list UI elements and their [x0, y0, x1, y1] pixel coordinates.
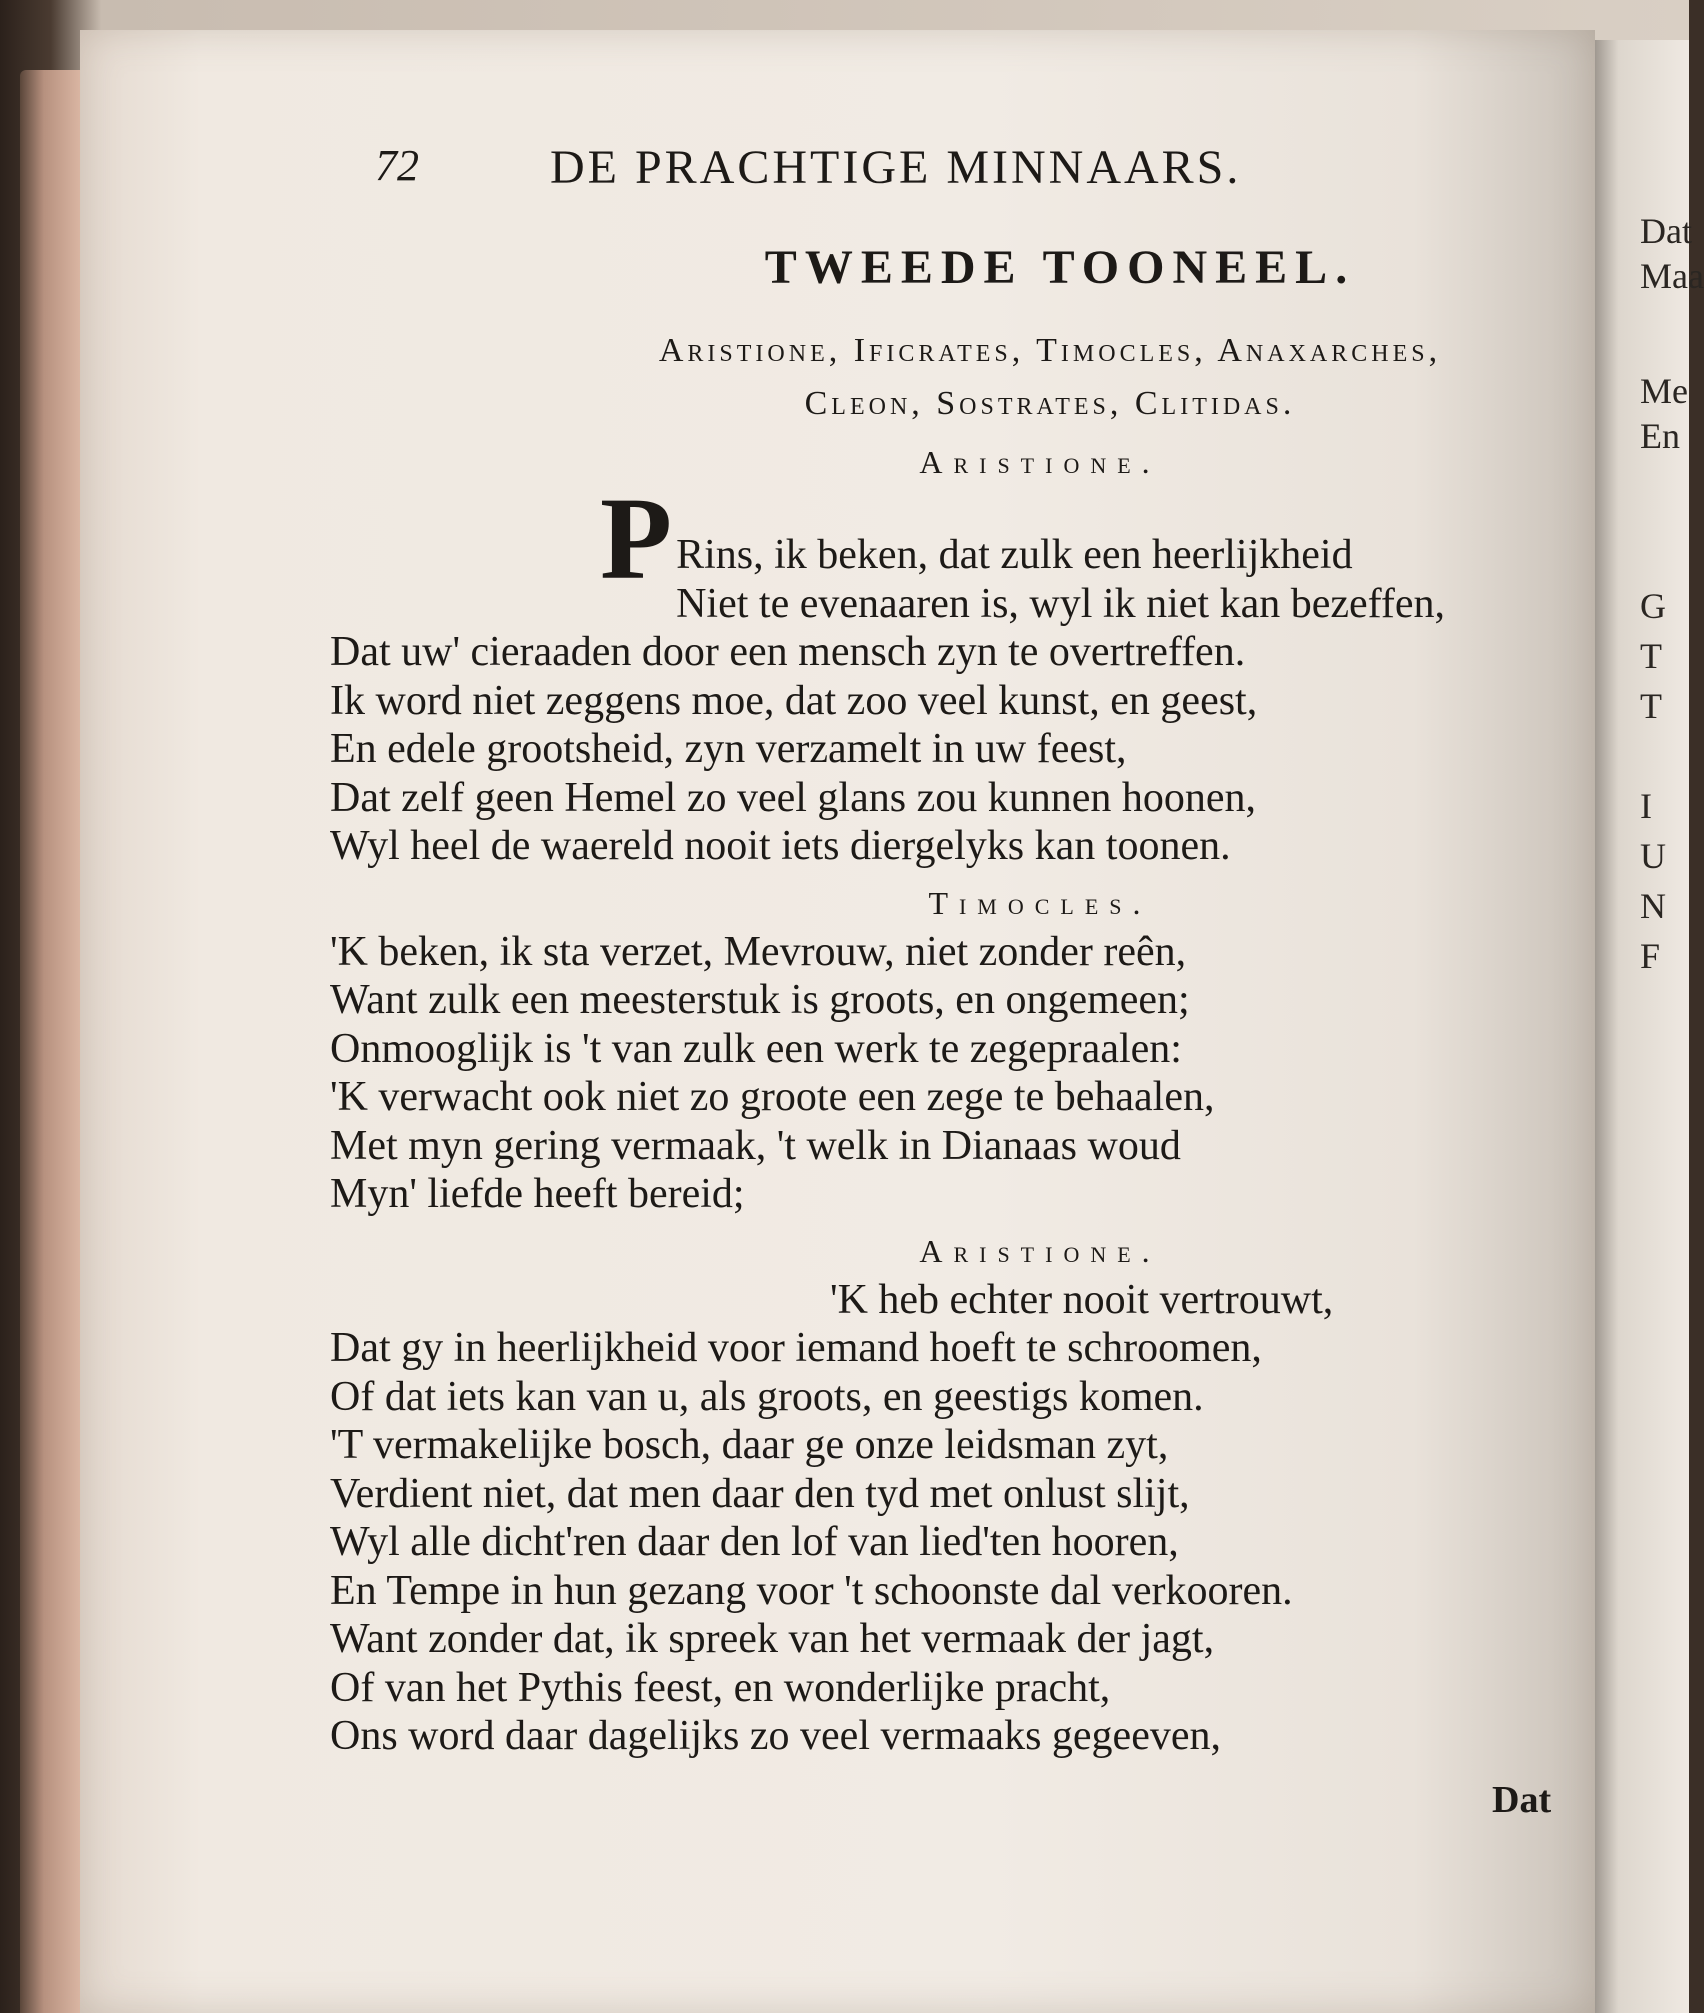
verse-line: Want zonder dat, ik spreek van het vermaak der jagt, [330, 1616, 1215, 1663]
drop-cap: P [600, 473, 673, 605]
cast-line: Cleon, Sostrates, Clitidas. [804, 384, 1296, 422]
verse-line: 'K verwacht ook niet zo groote een zege te behaalen, [330, 1074, 1215, 1121]
next-page-fragment: U [1640, 836, 1666, 876]
running-title: DE PRACHTIGE MINNAARS. [550, 141, 1242, 194]
next-page-fragment: T [1640, 636, 1662, 676]
speech [330, 1276, 1570, 1761]
speaker-name: Timocles. [928, 884, 1152, 921]
next-page-fragment: G [1640, 586, 1666, 626]
verse-line: Myn' liefde heeft bereid; [330, 1171, 745, 1218]
speech [330, 473, 1570, 871]
page-text-block [330, 130, 1570, 1761]
speaker-name: Aristione. [919, 444, 1161, 481]
next-page-fragment: T [1640, 686, 1662, 726]
next-page-fragment: Me [1640, 371, 1688, 411]
book-page-edges [20, 70, 80, 2013]
page-number: 72 [375, 141, 419, 190]
next-page-fragment: F [1640, 936, 1661, 976]
verse-line: Want zulk een meesterstuk is groots, en ongemeen; [330, 977, 1190, 1024]
next-page-fragment: I [1640, 786, 1652, 826]
verse-line: Of dat iets kan van u, als groots, en geestigs komen. [330, 1373, 1204, 1420]
scene-title: TWEEDE TOONEEL. [764, 241, 1356, 294]
verse-line: Met myn gering vermaak, 't welk in Dianaas woud [330, 1122, 1181, 1169]
verse-line: Onmooglijk is 't van zulk een werk te zegepraalen: [330, 1025, 1182, 1072]
cast-line: Aristione, Ificrates, Timocles, Anaxarches, [658, 332, 1442, 369]
book-page-right-sliver [1595, 40, 1704, 2013]
next-page-fragment: En [1640, 416, 1680, 456]
verse-line: Verdient niet, dat men daar den tyd met onlust slijt, [330, 1470, 1190, 1517]
verse-line: Dat gy in heerlijkheid voor iemand hoeft te schroomen, [330, 1325, 1262, 1372]
verse-line: Rins, ik beken, dat zulk een heerlijkheid [676, 532, 1353, 579]
verse-line: Of van het Pythis feest, en wonderlijke pracht, [330, 1664, 1111, 1711]
next-page-fragment: Dat [1640, 211, 1692, 251]
next-page-fragment: N [1640, 886, 1666, 926]
verse-line: Wyl alle dicht'ren daar den lof van lied'ten hooren, [330, 1519, 1179, 1566]
verse-line: 'T vermakelijke bosch, daar ge onze leidsman zyt, [330, 1422, 1169, 1469]
verse-line: 'K heb echter nooit vertrouwt, [830, 1276, 1334, 1323]
verse-line: 'K beken, ik sta verzet, Mevrouw, niet zonder reên, [330, 928, 1187, 975]
catchword: Dat [1492, 1779, 1552, 1821]
verse-line: En Tempe in hun gezang voor 't schoonste dal verkooren. [330, 1567, 1293, 1614]
verse-line: Dat zelf geen Hemel zo veel glans zou kunnen hoonen, [330, 774, 1256, 821]
speaker-name: Aristione. [919, 1232, 1161, 1269]
running-head [330, 130, 1570, 200]
verse-line: Wyl heel de waereld nooit iets diergelyks kan toonen. [330, 823, 1231, 870]
verse-line: En edele grootsheid, zyn verzamelt in uw feest, [330, 726, 1127, 773]
next-page-fragment: Maa [1640, 256, 1704, 296]
cast-list [330, 325, 1570, 430]
verse-line: Ik word niet zeggens moe, dat zoo veel kunst, en geest, [330, 677, 1258, 724]
verse-line: Dat uw' cieraaden door een mensch zyn te overtreffen. [330, 629, 1246, 676]
verse-line: Niet te evenaaren is, wyl ik niet kan bezeffen, [676, 580, 1445, 627]
speech [330, 928, 1570, 1219]
verse-line: Ons word daar dagelijks zo veel vermaaks gegeeven, [330, 1713, 1221, 1760]
